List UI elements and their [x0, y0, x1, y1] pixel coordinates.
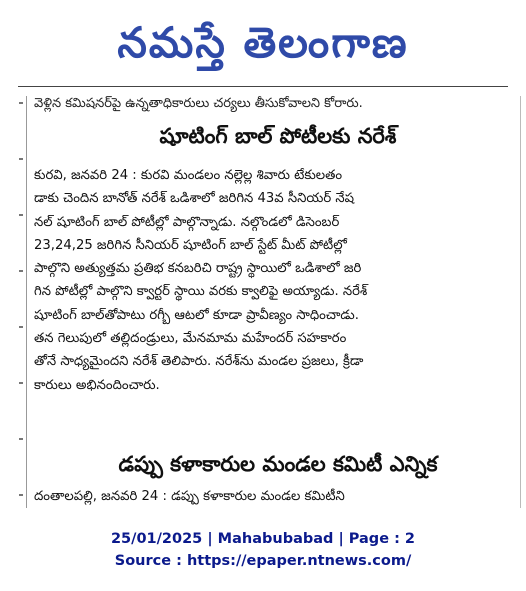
body-line: తోనే సాధ్యమైందని నరేశ్ తెలిపారు. నరేశ్‌ను మండల ప్రజలు, క్రీడా: [34, 354, 364, 370]
next-article-first-line: దంతాలపల్లి, జనవరి 24 : డప్పు కళాకారుల మండల కమిటీని: [34, 489, 345, 504]
body-line: కురవి, జనవరి 24 : కురవి మండలం నల్లెల్ల శివారు టేకులతం: [34, 168, 343, 183]
article-headline: షూటింగ్ బాల్ పోటీలకు నరేశ్: [159, 124, 397, 148]
body-line: డాకు చెందిన బానోత్ నరేశ్ ఒడిశాలో జరిగిన 43వ సీనియర్ నేష: [34, 191, 354, 207]
column-margin: [16, 96, 27, 508]
column-divider: [520, 96, 521, 508]
masthead-title: నమస్తే తెలంగాణ: [117, 18, 409, 67]
body-line: గిన పోటీల్లో పాల్గొని క్వార్టర్ స్థాయి వరకు క్వాలిఫై అయ్యాడు. నరేశ్: [34, 284, 368, 300]
next-article-headline: డప్పు కళాకారుల మండల కమిటీ ఎన్నిక: [118, 452, 438, 476]
body-line: షూటింగ్ బాల్‌తోపాటు రగ్బీ ఆటలో కూడా ప్రావీణ్యం సాధించాడు.: [34, 307, 359, 323]
previous-article-line: వెళ్లిన కమిషనర్‌పై ఉన్నతాధికారులు చర్యలు తీసుకోవాలని కోరారు.: [34, 96, 363, 111]
body-line: 23,24,25 జరిగిన సీనియర్ షూటింగ్ బాల్ స్టేట్ మీట్ పోటీల్లో: [34, 237, 347, 253]
body-line: పాల్గొని అత్యుత్తమ ప్రతిభ కనబరిచి రాష్ట్ర స్థాయిలో ఒడిశాలో జరి: [34, 261, 362, 277]
body-line: తన గెలుపులో తల్లిదండ్రులు, మేనమామ మహేందర్ సహకారం: [34, 331, 347, 347]
footer-date-edition: 25/01/2025 | Mahabubabad | Page : 2: [110, 531, 416, 547]
footer-source: Source : https://epaper.ntnews.com/: [114, 553, 412, 569]
body-line: నల్ షూటింగ్ బాల్ పోటీల్లో పాల్గొన్నాడు. నల్గొండలో డిసెంబర్: [34, 214, 340, 230]
masthead-divider: [18, 86, 508, 87]
article-body: [34, 164, 520, 397]
body-line: కారులు అభినందించారు.: [34, 377, 160, 393]
